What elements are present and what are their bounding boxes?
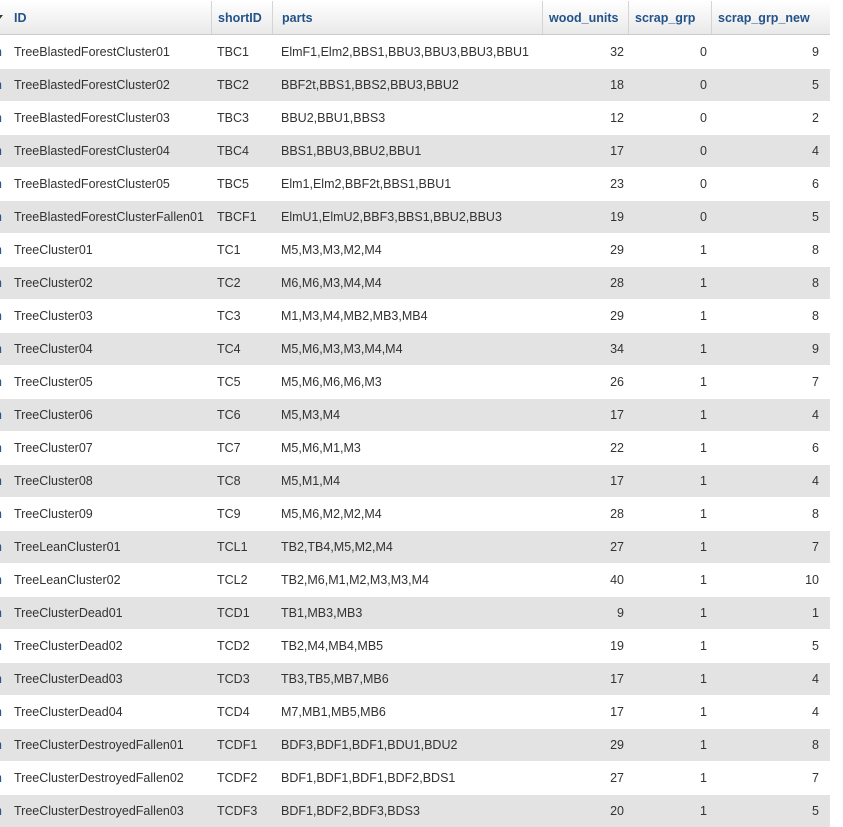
cell-short-id: TCD2 [217,639,250,653]
table-row[interactable] [0,662,830,695]
cell-id: TreeCluster06 [14,408,93,422]
cell-scrap-grp-new: 5 [812,639,819,653]
cell-scrap-grp: 1 [700,540,707,554]
table-body [0,35,830,827]
cell-scrap-grp-new: 9 [812,342,819,356]
cell-wood-units: 40 [610,573,624,587]
cell-id: TreeLeanCluster02 [14,573,121,587]
cell-parts: M5,M6,M1,M3 [281,441,361,455]
cell-parts: M1,M3,M4,MB2,MB3,MB4 [281,309,428,323]
cell-scrap-grp-new: 7 [812,540,819,554]
cell-wood-units: 19 [610,639,624,653]
cell-wood-units: 17 [610,672,624,686]
cell-scrap-grp: 1 [700,672,707,686]
table-row[interactable] [0,497,830,530]
cell-short-id: TCD3 [217,672,250,686]
cell-short-id: TCL1 [217,540,248,554]
cell-parts: TB2,M4,MB4,MB5 [281,639,384,653]
cell-parts: BBS1,BBU3,BBU2,BBU1 [281,144,422,158]
cell-scrap-grp-new: 5 [812,804,819,818]
row-action-link[interactable] [0,729,9,761]
row-action-link[interactable] [0,366,9,398]
cell-scrap-grp: 1 [700,771,707,785]
cell-short-id: TCDF3 [217,804,258,818]
cell-id: TreeBlastedForestClusterFallen01 [14,210,204,224]
cell-scrap-grp: 1 [700,276,707,290]
cell-short-id: TBC2 [217,78,249,92]
cell-parts: BDF1,BDF2,BDF3,BDS3 [281,804,420,818]
row-action-link[interactable] [0,201,9,233]
cell-scrap-grp: 0 [700,78,707,92]
cell-scrap-grp: 1 [700,342,707,356]
cell-wood-units: 28 [610,276,624,290]
table-row[interactable] [0,200,830,233]
cell-scrap-grp-new: 4 [812,474,819,488]
cell-id: TreeClusterDead04 [14,705,123,719]
cell-short-id: TC2 [217,276,241,290]
cell-parts: ElmF1,Elm2,BBS1,BBU3,BBU3,BBU3,BBU1 [281,45,530,59]
cell-wood-units: 32 [610,45,624,59]
row-action-link[interactable] [0,267,9,299]
cell-short-id: TBC5 [217,177,249,191]
sort-arrow-cell[interactable] [0,1,9,34]
cell-scrap-grp: 1 [700,375,707,389]
row-action-link[interactable] [0,465,9,497]
cell-parts: TB2,TB4,M5,M2,M4 [281,540,393,554]
cell-wood-units: 18 [610,78,624,92]
cell-wood-units: 29 [610,243,624,257]
cell-scrap-grp-new: 7 [812,771,819,785]
cell-scrap-grp-new: 4 [812,705,819,719]
cell-id: TreeCluster03 [14,309,93,323]
cell-short-id: TBC1 [217,45,249,59]
cell-scrap-grp: 1 [700,441,707,455]
cell-short-id: TCDF1 [217,738,258,752]
cell-short-id: TC5 [217,375,241,389]
cell-id: TreeBlastedForestCluster04 [14,144,170,158]
cell-parts: BBF2t,BBS1,BBS2,BBU3,BBU2 [281,78,459,92]
column-header-short-id[interactable]: shortID [211,1,272,34]
cell-id: TreeLeanCluster01 [14,540,121,554]
row-action-link[interactable] [0,696,9,728]
row-action-link[interactable] [0,102,9,134]
table-row[interactable] [0,101,830,134]
cell-scrap-grp-new: 4 [812,672,819,686]
cell-id: TreeBlastedForestCluster03 [14,111,170,125]
cell-short-id: TC9 [217,507,241,521]
cell-scrap-grp-new: 4 [812,144,819,158]
cell-scrap-grp-new: 8 [812,738,819,752]
table-row[interactable] [0,596,830,629]
cell-parts: Elm1,Elm2,BBF2t,BBS1,BBU1 [281,177,452,191]
cell-scrap-grp: 0 [700,177,707,191]
table-row[interactable] [0,761,830,794]
cell-id: TreeClusterDestroyedFallen02 [14,771,184,785]
cell-wood-units: 29 [610,309,624,323]
table-row[interactable] [0,728,830,761]
row-action-link[interactable] [0,168,9,200]
cell-scrap-grp: 1 [700,804,707,818]
row-action-link[interactable] [0,630,9,662]
cell-short-id: TC8 [217,474,241,488]
cell-wood-units: 27 [610,540,624,554]
table-row[interactable] [0,167,830,200]
cell-parts: TB2,M6,M1,M2,M3,M3,M4 [281,573,429,587]
cell-wood-units: 22 [610,441,624,455]
cell-parts: TB3,TB5,MB7,MB6 [281,672,389,686]
column-header-parts[interactable]: parts [272,1,542,34]
cell-id: TreeCluster08 [14,474,93,488]
table-row[interactable] [0,629,830,662]
cell-scrap-grp: 1 [700,408,707,422]
cell-scrap-grp: 0 [700,210,707,224]
cell-parts: BDF3,BDF1,BDF1,BDU1,BDU2 [281,738,458,752]
cell-id: TreeCluster09 [14,507,93,521]
table-row[interactable] [0,563,830,596]
cell-wood-units: 29 [610,738,624,752]
cell-id: TreeBlastedForestCluster05 [14,177,170,191]
row-action-link[interactable] [0,564,9,596]
table-row[interactable] [0,398,830,431]
cell-id: TreeClusterDead02 [14,639,123,653]
cell-id: TreeClusterDead03 [14,672,123,686]
cell-short-id: TC3 [217,309,241,323]
cell-scrap-grp-new: 9 [812,45,819,59]
table-row[interactable] [0,266,830,299]
table-row[interactable] [0,695,830,728]
cell-scrap-grp: 1 [700,243,707,257]
table-row[interactable] [0,365,830,398]
cell-scrap-grp-new: 8 [812,507,819,521]
row-action-link[interactable] [0,135,9,167]
row-action-link[interactable] [0,597,9,629]
cell-scrap-grp-new: 6 [812,177,819,191]
cell-scrap-grp: 1 [700,474,707,488]
cell-id: TreeCluster01 [14,243,93,257]
cell-scrap-grp-new: 8 [812,276,819,290]
table-row[interactable] [0,233,830,266]
column-header-wood-units[interactable]: wood_units [542,1,628,34]
cell-scrap-grp: 0 [700,45,707,59]
cell-scrap-grp: 1 [700,573,707,587]
cell-scrap-grp-new: 2 [812,111,819,125]
row-action-link[interactable] [0,399,9,431]
table-row[interactable] [0,134,830,167]
column-header-scrap-grp[interactable]: scrap_grp [628,1,711,34]
cell-scrap-grp: 1 [700,639,707,653]
cell-parts: M5,M3,M4 [281,408,341,422]
cell-scrap-grp-new: 1 [812,606,819,620]
cell-parts: M5,M1,M4 [281,474,341,488]
cell-scrap-grp-new: 7 [812,375,819,389]
cell-id: TreeBlastedForestCluster01 [14,45,170,59]
cell-parts: BDF1,BDF1,BDF1,BDF2,BDS1 [281,771,456,785]
table-row[interactable] [0,530,830,563]
row-action-link[interactable] [0,69,9,101]
cell-scrap-grp-new: 8 [812,243,819,257]
cell-parts: ElmU1,ElmU2,BBF3,BBS1,BBU2,BBU3 [281,210,502,224]
cell-scrap-grp-new: 5 [812,210,819,224]
cell-scrap-grp: 0 [700,144,707,158]
cell-parts: TB1,MB3,MB3 [281,606,363,620]
table-row[interactable] [0,299,830,332]
cell-scrap-grp: 1 [700,705,707,719]
cell-parts: BBU2,BBU1,BBS3 [281,111,386,125]
cell-scrap-grp: 0 [700,111,707,125]
cell-scrap-grp-new: 6 [812,441,819,455]
cell-parts: M5,M6,M2,M2,M4 [281,507,382,521]
row-action-link[interactable] [0,300,9,332]
row-action-link[interactable] [0,531,9,563]
cell-id: TreeCluster04 [14,342,93,356]
row-action-link[interactable] [0,795,9,827]
cell-wood-units: 23 [610,177,624,191]
cell-short-id: TC7 [217,441,241,455]
cell-id: TreeCluster07 [14,441,93,455]
row-action-link[interactable] [0,762,9,794]
table-header [0,0,830,35]
table-row[interactable] [0,794,830,827]
cell-parts: M5,M6,M3,M3,M4,M4 [281,342,403,356]
cell-short-id: TC4 [217,342,241,356]
cell-scrap-grp-new: 10 [805,573,819,587]
cell-wood-units: 27 [610,771,624,785]
cell-wood-units: 17 [610,408,624,422]
cell-wood-units: 26 [610,375,624,389]
cell-scrap-grp: 1 [700,738,707,752]
cell-scrap-grp: 1 [700,606,707,620]
cell-id: TreeClusterDead01 [14,606,123,620]
cell-id: TreeCluster05 [14,375,93,389]
cell-parts: M5,M3,M3,M2,M4 [281,243,382,257]
cell-scrap-grp-new: 8 [812,309,819,323]
cell-wood-units: 12 [610,111,624,125]
cell-short-id: TBCF1 [217,210,257,224]
row-action-link[interactable] [0,498,9,530]
row-action-link[interactable] [0,36,9,68]
cell-wood-units: 9 [617,606,624,620]
cell-short-id: TCD4 [217,705,250,719]
cell-wood-units: 20 [610,804,624,818]
cell-scrap-grp-new: 5 [812,78,819,92]
cell-wood-units: 17 [610,144,624,158]
cell-parts: M6,M6,M3,M4,M4 [281,276,382,290]
row-action-link[interactable] [0,663,9,695]
table-row[interactable] [0,35,830,68]
cell-scrap-grp: 1 [700,507,707,521]
table-row[interactable] [0,68,830,101]
cell-parts: M7,MB1,MB5,MB6 [281,705,386,719]
cell-wood-units: 28 [610,507,624,521]
cell-id: TreeClusterDestroyedFallen01 [14,738,184,752]
row-action-link[interactable] [0,432,9,464]
cell-scrap-grp-new: 4 [812,408,819,422]
cell-short-id: TBC4 [217,144,249,158]
cell-id: TreeCluster02 [14,276,93,290]
cell-wood-units: 17 [610,474,624,488]
table-row[interactable] [0,464,830,497]
cell-short-id: TC1 [217,243,241,257]
cell-short-id: TBC3 [217,111,249,125]
column-header-id[interactable]: ID [14,10,27,25]
sort-arrow-icon[interactable] [0,15,3,20]
cell-parts: M5,M6,M6,M6,M3 [281,375,382,389]
column-header-scrap-grp-new[interactable]: scrap_grp_new [711,1,823,34]
table-row[interactable] [0,431,830,464]
cell-short-id: TCL2 [217,573,248,587]
cell-id: TreeClusterDestroyedFallen03 [14,804,184,818]
cell-short-id: TCD1 [217,606,250,620]
cell-scrap-grp: 1 [700,309,707,323]
row-action-link[interactable] [0,234,9,266]
cell-wood-units: 17 [610,705,624,719]
cell-wood-units: 19 [610,210,624,224]
row-action-link[interactable] [0,333,9,365]
table-row[interactable] [0,332,830,365]
cell-short-id: TCDF2 [217,771,258,785]
cell-wood-units: 34 [610,342,624,356]
cell-short-id: TC6 [217,408,241,422]
cell-id: TreeBlastedForestCluster02 [14,78,170,92]
